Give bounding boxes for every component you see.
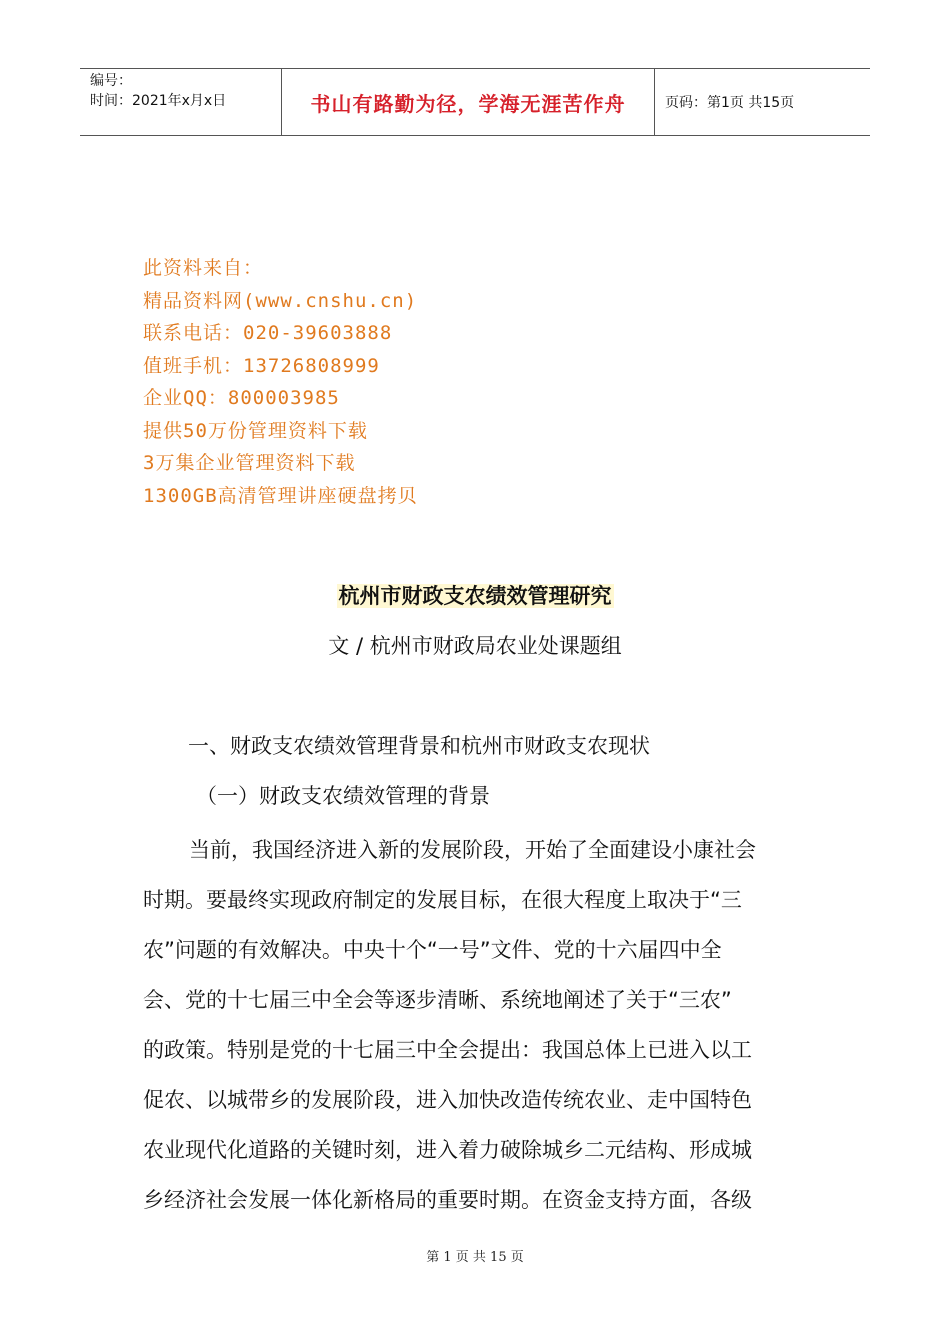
promo-line: 此资料来自： <box>143 257 264 279</box>
document-title: 杭州市财政支农绩效管理研究 <box>338 584 612 608</box>
page-header <box>80 68 870 136</box>
body-line: 农业现代化道路的关键时刻，进入着力破除城乡二元结构、形成城 <box>143 1138 752 1162</box>
body-line: 促农、以城带乡的发展阶段，进入加快改造传统农业、走中国特色 <box>143 1088 752 1112</box>
body-line: 时期。要最终实现政府制定的发展目标，在很大程度上取决于“三 <box>143 888 742 912</box>
header-motto-cell <box>282 69 655 135</box>
header-motto: 书山有路勤为径，学海无涯苦作舟 <box>310 91 626 116</box>
promo-line: 1300GB高清管理讲座硬盘拷贝 <box>143 484 418 507</box>
promo-line: 提供50万份管理资料下载 <box>143 419 368 442</box>
page-footer: 第 1 页 共 15 页 <box>426 1250 524 1265</box>
promo-block <box>143 252 418 512</box>
subsection-heading: （一）财政支农绩效管理的背景 <box>196 784 490 808</box>
body-line: 会、党的十七届三中全会等逐步清晰、系统地阐述了关于“三农” <box>143 988 732 1012</box>
promo-line: 联系电话：020-39603888 <box>143 322 393 344</box>
document-title-wrap <box>0 580 950 610</box>
body-paragraph <box>143 825 808 1225</box>
header-page-info: 页码：第1页 共15页 <box>665 95 795 111</box>
body-line: 农”问题的有效解决。中央十个“一号”文件、党的十六届四中全 <box>143 938 722 962</box>
header-time-label: 时间：2021年x月x日 <box>90 93 227 109</box>
body-line: 乡经济社会发展一体化新格局的重要时期。在资金支持方面，各级 <box>143 1188 752 1212</box>
section-heading: 一、财政支农绩效管理背景和杭州市财政支农现状 <box>188 734 650 758</box>
promo-line: 3万集企业管理资料下载 <box>143 452 356 474</box>
body-line: 的政策。特别是党的十七届三中全会提出：我国总体上已进入以工 <box>143 1038 752 1062</box>
promo-line: 值班手机：13726808999 <box>143 354 380 377</box>
promo-line: 企业QQ：800003985 <box>143 387 340 409</box>
document-author: 文 / 杭州市财政局农业处课题组 <box>328 634 622 658</box>
body-line: 当前，我国经济进入新的发展阶段，开始了全面建设小康社会 <box>189 838 756 862</box>
promo-line: 精品资料网(www.cnshu.cn) <box>143 289 418 312</box>
header-meta <box>80 69 282 135</box>
header-number-label: 编号： <box>90 73 132 89</box>
